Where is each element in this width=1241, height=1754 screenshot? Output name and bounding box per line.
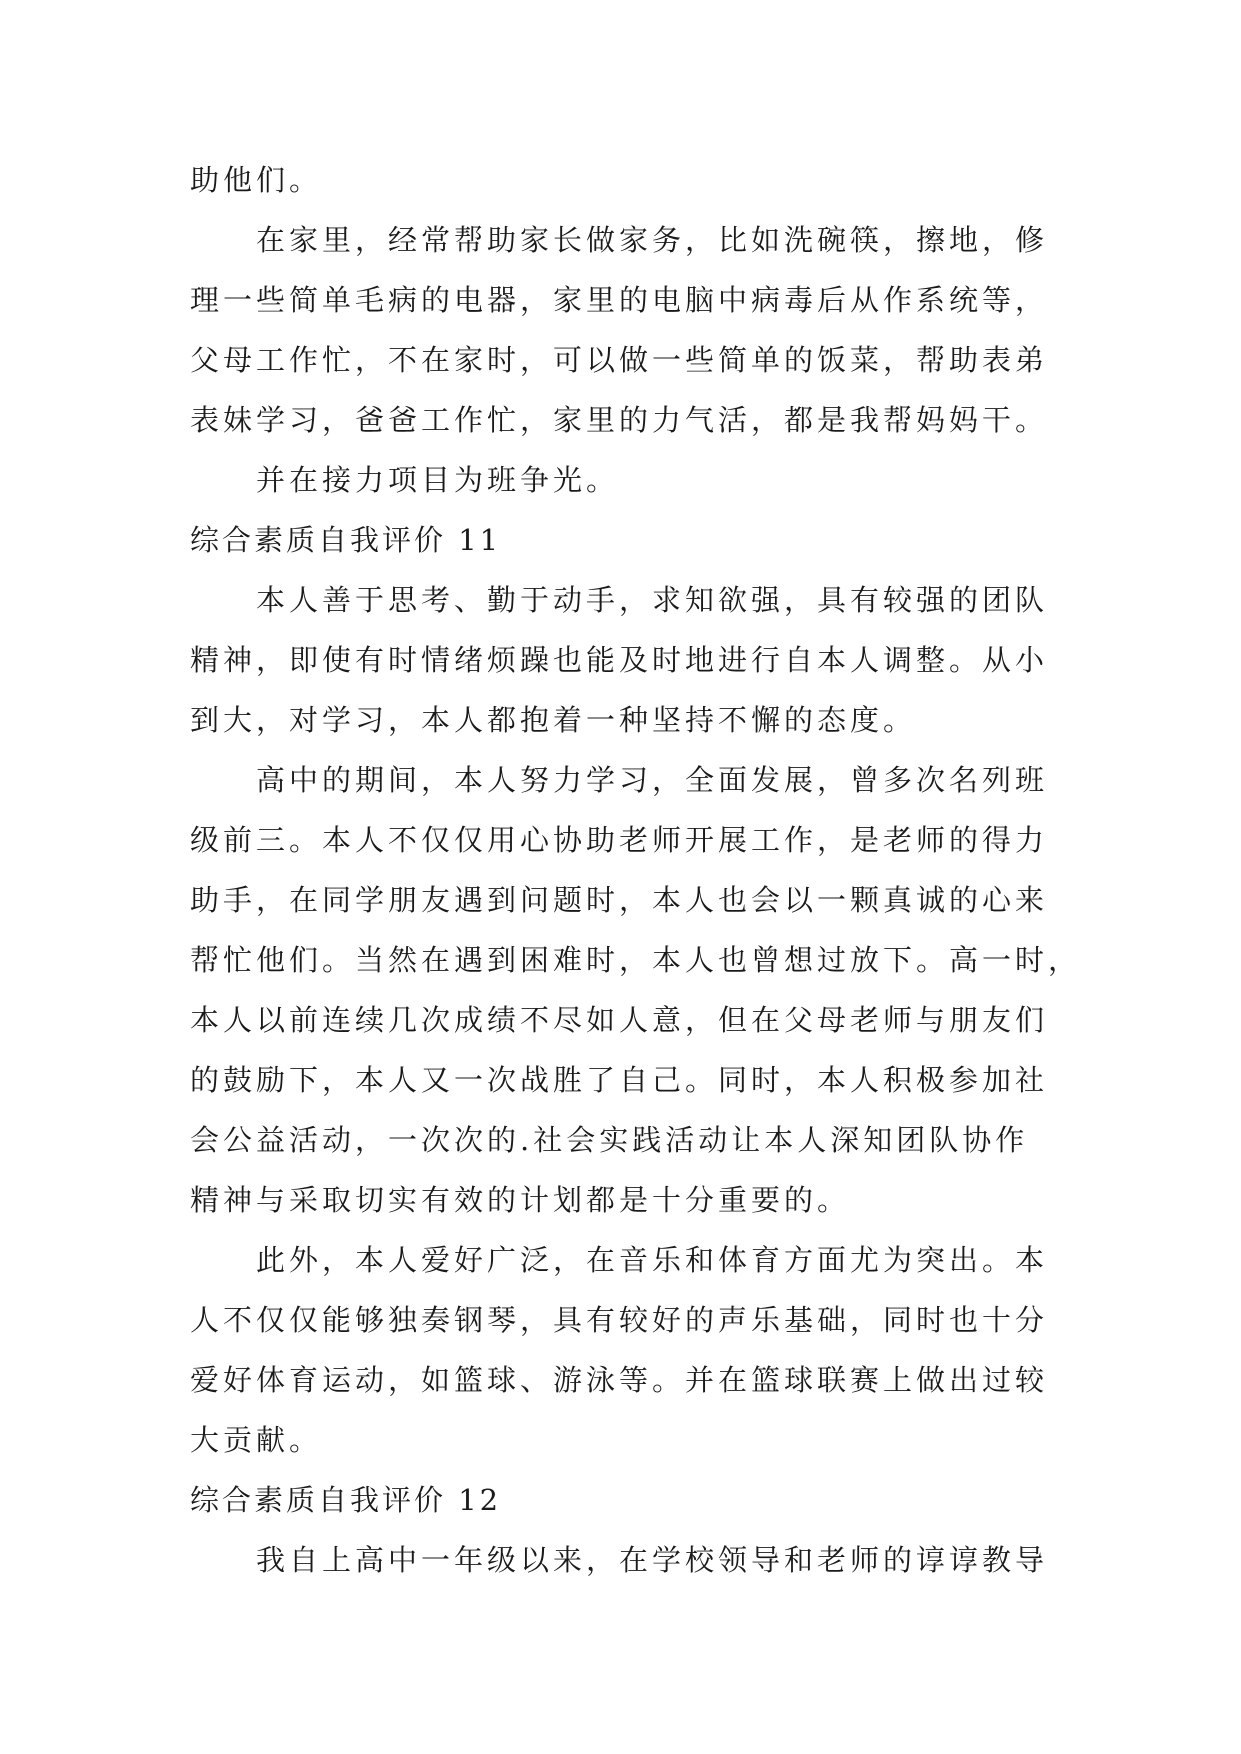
section-heading: 综合素质自我评价 12 xyxy=(190,1483,502,1517)
text-line: 高中的期间，本人努力学习，全面发展，曾多次名列班 xyxy=(256,763,1049,797)
section-heading: 综合素质自我评价 11 xyxy=(190,523,502,557)
text-line: 助手，在同学朋友遇到问题时，本人也会以一颗真诚的心来 xyxy=(190,883,1049,917)
text-line: 精神，即使有时情绪烦躁也能及时地进行自本人调整。从小 xyxy=(190,643,1049,677)
text-line: 本人善于思考、勤于动手，求知欲强，具有较强的团队 xyxy=(256,583,1049,617)
text-line: 并在接力项目为班争光。 xyxy=(256,463,620,497)
text-line: 级前三。本人不仅仅用心协助老师开展工作，是老师的得力 xyxy=(190,823,1049,857)
document-body xyxy=(190,150,1082,1590)
text-line: 我自上高中一年级以来，在学校领导和老师的谆谆教导 xyxy=(256,1543,1049,1577)
text-line: 父母工作忙，不在家时，可以做一些简单的饭菜，帮助表弟 xyxy=(190,343,1049,377)
text-line: 到大，对学习，本人都抱着一种坚持不懈的态度。 xyxy=(190,703,917,737)
text-line: 爱好体育运动，如篮球、游泳等。并在篮球联赛上做出过较 xyxy=(190,1363,1049,1397)
text-line: 助他们。 xyxy=(190,163,323,197)
text-line: 的鼓励下，本人又一次战胜了自己。同时，本人积极参加社 xyxy=(190,1063,1049,1097)
text-line: 人不仅仅能够独奏钢琴，具有较好的声乐基础，同时也十分 xyxy=(190,1303,1049,1337)
text-line: 精神与采取切实有效的计划都是十分重要的。 xyxy=(190,1183,851,1217)
text-line: 表妹学习，爸爸工作忙，家里的力气活，都是我帮妈妈干。 xyxy=(190,403,1049,437)
text-line: 帮忙他们。当然在遇到困难时，本人也曾想过放下。高一时， xyxy=(190,943,1082,977)
text-line: 本人以前连续几次成绩不尽如人意，但在父母老师与朋友们 xyxy=(190,1003,1049,1037)
text-line: 理一些简单毛病的电器，家里的电脑中病毒后从作系统等， xyxy=(190,283,1049,317)
text-line: 在家里，经常帮助家长做家务，比如洗碗筷，擦地，修 xyxy=(256,223,1049,257)
text-line: 此外，本人爱好广泛，在音乐和体育方面尤为突出。本 xyxy=(256,1243,1049,1277)
text-line: 大贡献。 xyxy=(190,1423,323,1457)
text-line: 会公益活动，一次次的.社会实践活动让本人深知团队协作 xyxy=(190,1123,1029,1157)
